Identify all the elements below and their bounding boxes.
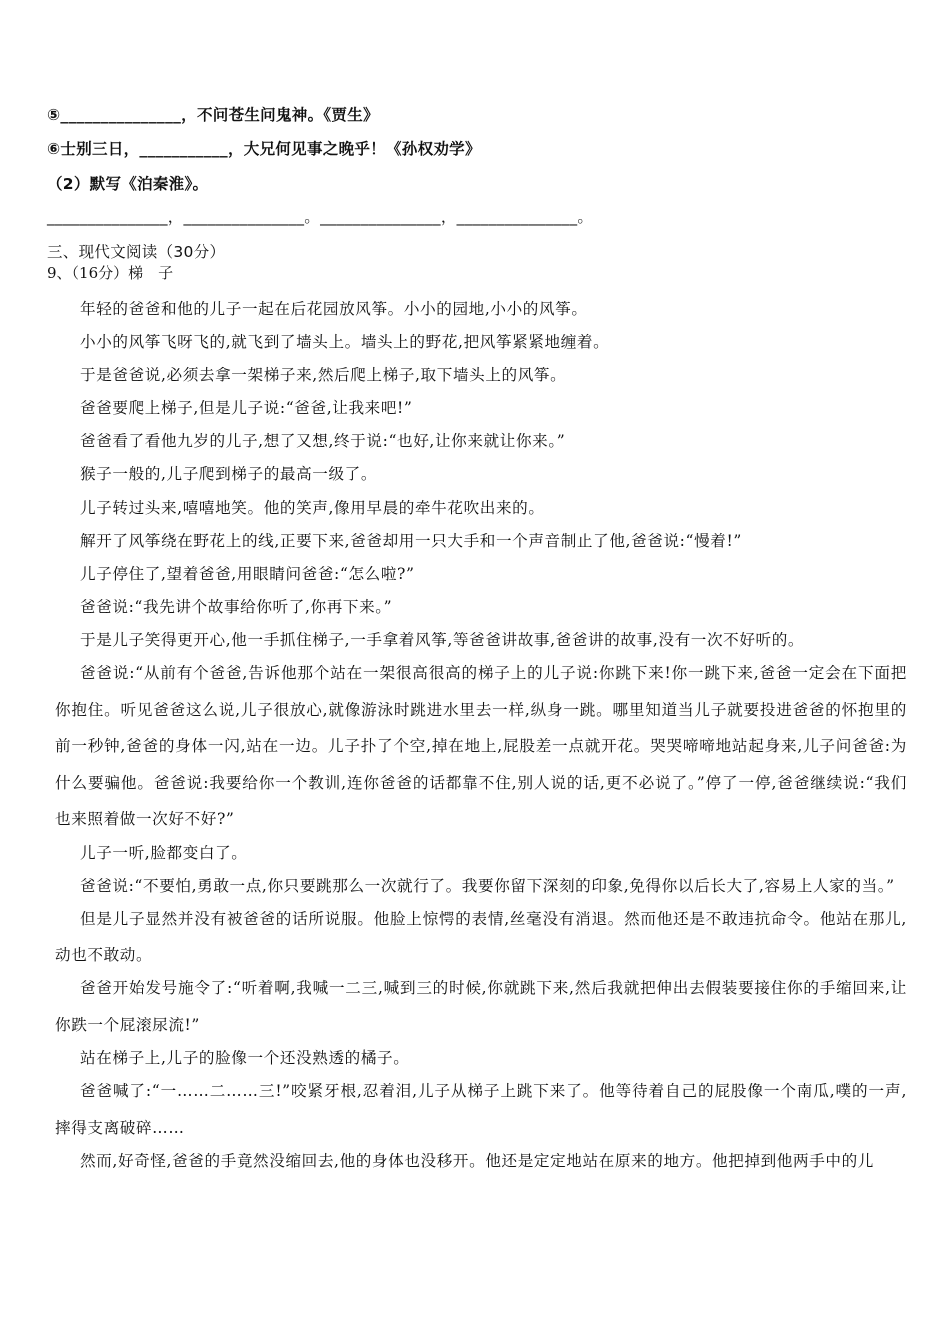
question-6: ⑥士别三日，___________，大兄何见事之晚乎！《孙权劝学》 — [47, 140, 481, 158]
paragraph: 于是爸爸说,必须去拿一架梯子来,然后爬上梯子,取下墙头上的风筝。 — [80, 366, 567, 385]
paragraph: 然而,好奇怪,爸爸的手竟然没缩回去,他的身体也没移开。他还是定定地站在原来的地方。他把掉到他两手中的儿 — [80, 1151, 874, 1170]
section-heading: 三、现代文阅读（30分） — [47, 243, 226, 261]
paragraph: 儿子停住了,望着爸爸,用眼睛问爸爸:“怎么啦?” — [80, 564, 415, 583]
question-9-title: 9、（16分）梯 子 — [47, 264, 174, 282]
paragraph: 但是儿子显然并没有被爸爸的话所说服。他脸上惊愕的表情,丝毫没有消退。然而他还是不敢违抗命令。他站在那儿,动也不敢动。 — [55, 909, 907, 965]
paragraph: 年轻的爸爸和他的儿子一起在后花园放风筝。小小的园地,小小的风筝。 — [80, 300, 588, 318]
paragraph: 爸爸说:“我先讲个故事给你听了,你再下来。” — [80, 597, 393, 616]
question-5: ⑤_______________，不问苍生问鬼神。《贾生》 — [47, 106, 379, 124]
paragraph: 爸爸说:“从前有个爸爸,告诉他那个站在一架很高很高的梯子上的儿子说:你跳下来!你一跳下来,爸爸一定会在下面把你抱住。听见爸爸这么说,儿子很放心,就像游泳时跳进水里去一样,纵身一跳。哪里知道当儿子就要投进爸爸的怀抱里的前一秒钟,爸爸的身体一闪,站在一边。儿子扑了个空,掉在地上,屁股差一点就开花。哭哭啼啼地站起身来,儿子问爸爸:为什么要骗他。爸爸说:我要给你一个教训,连你爸爸的话都靠不住,别人说的话,更不必说了。”停了一停,爸爸继续说:“我们也来照着做一次好不好?” — [55, 664, 907, 829]
paragraph: 儿子转过头来,嘻嘻地笑。他的笑声,像用早晨的牵牛花吹出来的。 — [80, 498, 545, 517]
paragraph: 爸爸看了看他九岁的儿子,想了又想,终于说:“也好,让你来就让你来。” — [80, 432, 566, 451]
answer-blanks: _______________，_______________。_______________，_______________。 — [47, 208, 594, 226]
paragraph: 爸爸要爬上梯子,但是儿子说:“爸爸,让我来吧!” — [80, 399, 413, 418]
paragraph: 爸爸开始发号施令了:“听着啊,我喊一二三,喊到三的时候,你就跳下来,然后我就把伸出去假装要接住你的手缩回来,让你跌一个屁滚尿流!” — [55, 979, 907, 1034]
paragraph: 小小的风筝飞呀飞的,就飞到了墙头上。墙头上的野花,把风筝紧紧地缠着。 — [80, 333, 610, 352]
paragraph: 爸爸喊了:“一……二……三!”咬紧牙根,忍着泪,儿子从梯子上跳下来了。他等待着自己的屁股像一个南瓜,噗的一声,摔得支离破碎…… — [55, 1082, 907, 1137]
paragraph: 儿子一听,脸都变白了。 — [80, 843, 248, 862]
paragraph: 爸爸说:“不要怕,勇敢一点,你只要跳那么一次就行了。我要你留下深刻的印象,免得你以后长大了,容易上人家的当。” — [80, 876, 895, 895]
paragraph: 解开了风筝绕在野花上的线,正要下来,爸爸却用一只大手和一个声音制止了他,爸爸说:“慢着!” — [80, 531, 742, 550]
story-text — [55, 291, 907, 1176]
question-2-heading: （2）默写《泊秦淮》。 — [47, 175, 209, 193]
paragraph: 猴子一般的,儿子爬到梯子的最高一级了。 — [80, 465, 378, 484]
paragraph: 站在梯子上,儿子的脸像一个还没熟透的橘子。 — [80, 1049, 410, 1068]
paragraph: 于是儿子笑得更开心,他一手抓住梯子,一手拿着风筝,等爸爸讲故事,爸爸讲的故事,没有一次不好听的。 — [80, 630, 805, 649]
